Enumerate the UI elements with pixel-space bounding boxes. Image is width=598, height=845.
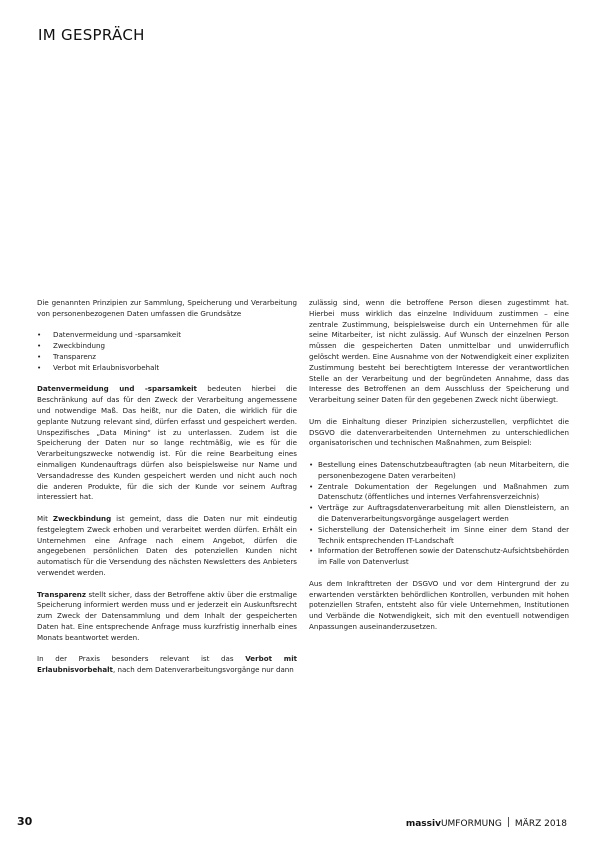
list-item: • Information der Betroffenen sowie der Datenschutz-Aufsichtsbehörden im Falle von Datenverlust [309,546,569,568]
bold-term: Zweckbindung [52,513,112,523]
paragraph-conclusion: Aus dem Inkrafttreten der DSGVO und vor dem Hintergrund der zu erwartenden verstärkten behördlichen Kontrollen, verbunden mit hohen potenziellen Strafen, entsteht also für viele Unternehmen, Institutionen und Verbände die Notwendigkeit, sich mit den eventuell notwendigen Anpassungen auseinanderzusetzen. [309,578,569,631]
section-title: IM GESPRÄCH [38,26,145,44]
list-item: • Bestellung eines Datenschutzbeauftragten (ab neun Mitarbeitern, die personenbezogene Daten verarbeiten) [309,460,569,482]
principles-list [37,330,297,373]
bold-term: Verbot mit Erlaubnisvorbehalt [37,654,298,675]
paragraph-datenvermeidung [37,384,297,503]
bold-term: Datenvermeidung und -sparsamkeit [37,384,197,394]
paragraph-text: bedeuten hierbei die Beschränkung auf das für den Zweck der Verarbeitung angemessene und notwendige Maß. Das heißt, nur die Daten, die wirklich für die geplante Nutzung relevant sind, dürfen erfasst und gespeichert werden. Unspezifisches „Data Mining“ ist zu unterlassen. Zudem ist die Speicherung der Daten nur so lange rechtmäßig, wie es für die Verarbeitungszwecke notwendig ist. Für die reine Bearbeitung eines einmaligen Kundenauftrags dürfen also beispielsweise nur Name und Versandadresse des Kunden gespeichert werden und nicht auch noch die anderen Produkte, für die sich der Kunde vor seinem Auftrag interessiert hat. [37,384,297,502]
page-number: 30 [17,815,33,828]
bold-term: Transparenz [37,589,86,599]
paragraph-text: Mit [37,513,53,523]
list-item: • Verbot mit Erlaubnisvorbehalt [37,363,297,374]
list-item: • Zentrale Dokumentation der Regelungen und Maßnahmen zum Datenschutz (öffentliches und internes Verfahrensverzeichnis) [309,482,569,504]
list-item: • Transparenz [37,352,297,363]
paragraph-transparenz [37,590,297,644]
right-column [309,298,569,644]
measures-list [309,460,569,568]
list-item: • Verträge zur Auftragsdatenverarbeitung mit allen Dienstleistern, an die Datenverarbeitungsvorgänge ausgelagert werden [309,503,569,525]
list-item: • Zweckbindung [37,341,297,352]
left-column [37,298,297,687]
paragraph-zweckbindung [37,514,297,579]
paragraph-verbot [37,654,297,676]
issue-date: MÄRZ 2018 [514,819,567,829]
footer-brand [406,817,567,829]
list-item: • Sicherstellung der Datensicherheit im Sinne einer dem Stand der Technik entsprechenden IT-Landschaft [309,525,569,547]
paragraph-text: stellt sicher, dass der Betroffene aktiv über die erstmalige Speicherung informiert werden muss und er jederzeit ein Auskunftsrecht zum Zweck der Datensammlung und dem Inhalt der gespeicherten Daten hat. Eine entsprechende Anfrage muss kurzfristig innerhalb eines Monats beantwortet werden. [37,589,297,642]
paragraph-massnahmen-intro: Um die Einhaltung dieser Prinzipien sicherzustellen, verpflichtet die DSGVO die datenverarbeitenden Unternehmen zu unterschiedlichen organisatorischen und technischen Maßnahmen, zum Beispiel: [309,416,569,448]
intro-paragraph: Die genannten Prinzipien zur Sammlung, Speicherung und Verarbeitung von personenbezogenen Daten umfassen die Grundsätze [37,298,297,318]
brand-name-bold: massiv [405,819,441,829]
brand-name-light: UMFORMUNG [440,819,502,829]
list-item: • Datenvermeidung und -sparsamkeit [37,330,297,341]
paragraph-zustimmung: zulässig sind, wenn die betroffene Person diesen zugestimmt hat. Hierbei muss wirklich das einzelne Individuum zustimmen – eine zentrale Zustimmung, beispielsweise durch ein Unternehmen für alle seine Mitarbeiter, ist nicht zulässig. Auf Wunsch der einzelnen Person müssen die gespeicherten Daten unmittelbar und unwiderruflich gelöscht werden. Eine Ausnahme von der Notwendigkeit einer expliziten Zustimmung besteht bei berechtigtem Interesse der verantwortlichen Stelle an der Verarbeitung und der begründeten Annahme, dass das Interesse des Betroffenen an dem Ausschluss der Speicherung und Verarbeitung seiner Daten für den gegebenen Zweck nicht überwiegt. [309,298,569,405]
paragraph-text: ist gemeint, dass die Daten nur mit eindeutig festgelegtem Zweck erhoben und verarbeitet werden dürfen. Erhält ein Unternehmen eine Anfrage nach einem Angebot, dürfen die angegebenen persönlichen Daten des potenziellen Kunden nicht automatisch für die Versendung des nächsten Newsletters des Anbieters verwendet werden. [37,513,297,577]
paragraph-text: In der Praxis besonders relevant ist das [37,654,246,664]
footer-divider [508,817,509,827]
paragraph-text: , nach dem Datenverarbeitungsvorgänge nur dann [112,665,294,675]
